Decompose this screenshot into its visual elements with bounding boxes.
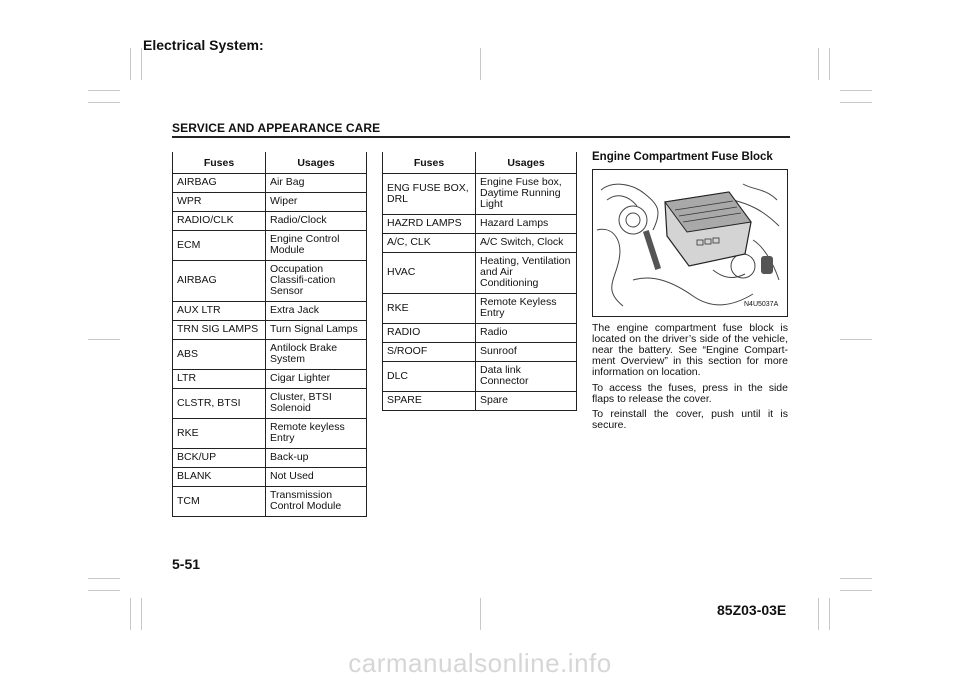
paragraph-access: To access the fuses, press in the side flaps to release the cover. [592, 382, 788, 405]
table-row [173, 340, 367, 370]
fuse-cell: WPR [173, 193, 266, 212]
crop-mark [130, 48, 131, 80]
table-row [173, 487, 367, 517]
crop-mark [480, 48, 481, 80]
usage-cell: Air Bag [266, 174, 367, 193]
column-header-fuses: Fuses [173, 152, 266, 174]
column-header-fuses: Fuses [383, 152, 476, 174]
usage-cell: Engine Control Module [266, 231, 367, 261]
paragraph-reinstall: To reinstall the cover, push until it is secure. [592, 408, 788, 431]
crop-mark [141, 598, 142, 630]
fuse-cell: AIRBAG [173, 174, 266, 193]
section-heading: SERVICE AND APPEARANCE CARE [172, 121, 381, 135]
fuse-cell: LTR [173, 370, 266, 389]
table-row [173, 389, 367, 419]
watermark: carmanualsonline.info [348, 648, 612, 678]
usage-cell: Sunroof [476, 343, 577, 362]
crop-mark [88, 339, 120, 340]
table-row [173, 212, 367, 231]
chapter-title: Electrical System: [143, 37, 264, 53]
usage-cell: Spare [476, 392, 577, 411]
table-row [383, 294, 577, 324]
crop-mark [88, 102, 120, 103]
fuse-cell: ECM [173, 231, 266, 261]
fuse-cell: CLSTR, BTSI [173, 389, 266, 419]
usage-cell: Not Used [266, 468, 367, 487]
fuse-cell: HVAC [383, 253, 476, 294]
header-rule [172, 136, 790, 138]
table-row [383, 234, 577, 253]
usage-cell: Cluster, BTSI Solenoid [266, 389, 367, 419]
usage-cell: Data link Connector [476, 362, 577, 392]
fuse-cell: S/ROOF [383, 343, 476, 362]
fuse-cell: RKE [173, 419, 266, 449]
usage-cell: Back-up [266, 449, 367, 468]
column-header-usages: Usages [266, 152, 367, 174]
crop-mark [480, 598, 481, 630]
fuse-cell: AIRBAG [173, 261, 266, 302]
crop-mark [840, 339, 872, 340]
crop-mark [88, 578, 120, 579]
usage-cell: A/C Switch, Clock [476, 234, 577, 253]
fuse-cell: ABS [173, 340, 266, 370]
page-number: 5-51 [172, 556, 201, 572]
table-row [173, 370, 367, 389]
usage-cell: Remote Keyless Entry [476, 294, 577, 324]
crop-mark [840, 578, 872, 579]
table-row [383, 253, 577, 294]
table-row [173, 449, 367, 468]
column-header-usages: Usages [476, 152, 577, 174]
fuse-cell: A/C, CLK [383, 234, 476, 253]
crop-mark [829, 48, 830, 80]
usage-cell: Cigar Lighter [266, 370, 367, 389]
engine-fuse-block-drawing [593, 170, 787, 316]
fuse-cell: HAZRD LAMPS [383, 215, 476, 234]
fuse-block-illustration [592, 169, 788, 317]
usage-cell: Transmission Control Module [266, 487, 367, 517]
fuse-cell: SPARE [383, 392, 476, 411]
usage-cell: Occupation Classifi-cation Sensor [266, 261, 367, 302]
fuse-cell: ENG FUSE BOX, DRL [383, 174, 476, 215]
usage-cell: Radio/Clock [266, 212, 367, 231]
fuse-cell: DLC [383, 362, 476, 392]
crop-mark [818, 598, 819, 630]
figure-title: Engine Compartment Fuse Block [592, 151, 773, 163]
fuse-cell: BLANK [173, 468, 266, 487]
document-code: 85Z03-03E [717, 602, 787, 618]
usage-cell: Remote keyless Entry [266, 419, 367, 449]
fuse-cell: RADIO [383, 324, 476, 343]
usage-cell: Turn Signal Lamps [266, 321, 367, 340]
fuse-cell: TRN SIG LAMPS [173, 321, 266, 340]
paragraph-location: The engine compartment fuse block is located on the driver’s side of the vehicle, near the battery. See “Engine Compart-ment Overview” in this section for more information on location. [592, 322, 788, 378]
crop-mark [829, 598, 830, 630]
table-row [173, 193, 367, 212]
fuse-cell: AUX LTR [173, 302, 266, 321]
crop-mark [130, 598, 131, 630]
fuse-cell: TCM [173, 487, 266, 517]
crop-mark [840, 102, 872, 103]
table-header-row [383, 152, 577, 174]
table-row [173, 468, 367, 487]
table-row [173, 419, 367, 449]
table-header-row [173, 152, 367, 174]
usage-cell: Extra Jack [266, 302, 367, 321]
figure-code: N4U5037A [744, 301, 779, 308]
fuse-cell: BCK/UP [173, 449, 266, 468]
usage-cell: Radio [476, 324, 577, 343]
fuse-table-right [382, 152, 577, 411]
crop-mark [818, 48, 819, 80]
usage-cell: Hazard Lamps [476, 215, 577, 234]
table-row [383, 324, 577, 343]
usage-cell: Wiper [266, 193, 367, 212]
crop-mark [141, 48, 142, 80]
usage-cell: Antilock Brake System [266, 340, 367, 370]
table-row [173, 321, 367, 340]
table-row [383, 174, 577, 215]
table-row [383, 392, 577, 411]
table-row [173, 302, 367, 321]
table-row [173, 174, 367, 193]
crop-mark [88, 590, 120, 591]
table-row [383, 343, 577, 362]
crop-mark [88, 90, 120, 91]
fuse-cell: RKE [383, 294, 476, 324]
crop-mark [840, 590, 872, 591]
table-row [383, 215, 577, 234]
fuse-cell: RADIO/CLK [173, 212, 266, 231]
table-row [173, 261, 367, 302]
usage-cell: Heating, Ventilation and Air Conditioning [476, 253, 577, 294]
table-row [383, 362, 577, 392]
crop-mark [840, 90, 872, 91]
usage-cell: Engine Fuse box, Daytime Running Light [476, 174, 577, 215]
table-row [173, 231, 367, 261]
fuse-table-left [172, 152, 367, 517]
